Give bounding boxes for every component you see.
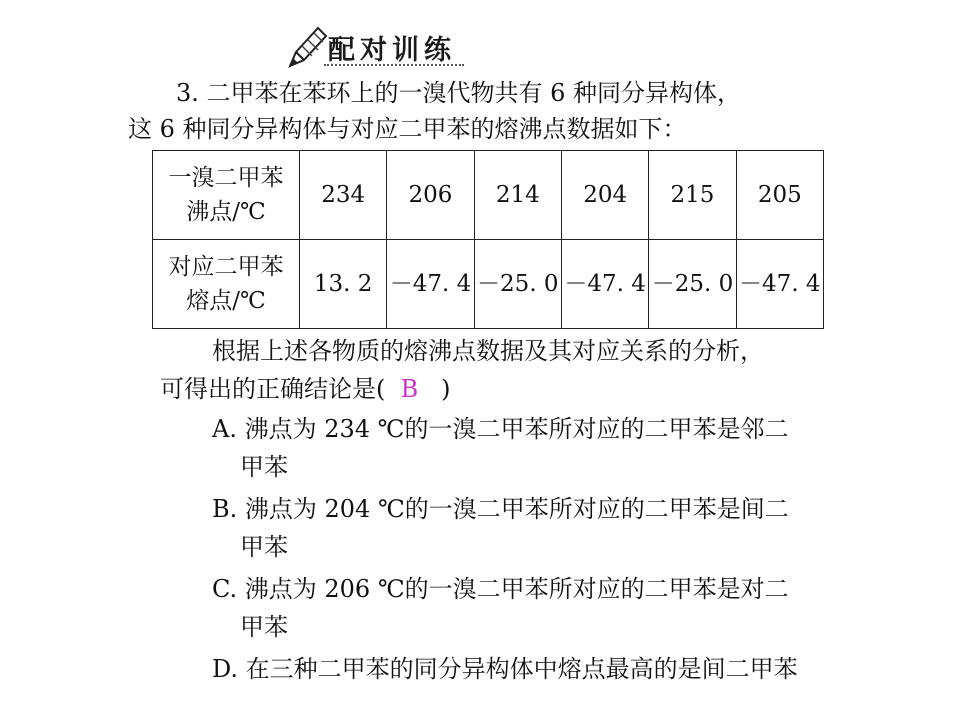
prompt-line-1: 根据上述各物质的熔沸点数据及其对应关系的分析， xyxy=(212,337,764,365)
option-a-line-2: 甲苯 xyxy=(240,453,288,481)
table-cell: －25. 0 xyxy=(474,240,561,329)
option-c-line-1: C. 沸点为 206 ℃的一溴二甲苯所对应的二甲苯是对二 xyxy=(212,575,789,603)
table-cell: 234 xyxy=(300,151,387,240)
row-label-line: 沸点/℃ xyxy=(186,199,266,225)
section-header xyxy=(282,22,472,72)
table-cell: －47. 4 xyxy=(736,240,823,329)
table-cell: 204 xyxy=(561,151,648,240)
table-cell: 13. 2 xyxy=(300,240,387,329)
prompt-line-2 xyxy=(160,374,451,404)
question-line-1: 3. 二甲苯在苯环上的一溴代物共有 6 种同分异构体， xyxy=(176,79,742,107)
option-b-line-1: B. 沸点为 204 ℃的一溴二甲苯所对应的二甲苯是间二 xyxy=(212,495,789,523)
row-label-boiling xyxy=(153,151,300,240)
answer-letter: B xyxy=(400,375,419,403)
option-d-line-1: D. 在三种二甲苯的同分异构体中熔点最高的是间二甲苯 xyxy=(212,655,798,683)
prompt-text: 可得出的正确结论是( xyxy=(160,375,386,403)
title-underline xyxy=(324,64,464,66)
table-row-melting xyxy=(153,240,824,329)
data-table xyxy=(152,150,824,329)
table-cell: 215 xyxy=(649,151,736,240)
row-label-line: 一溴二甲苯 xyxy=(168,165,284,191)
section-title: 配对训练 xyxy=(328,35,456,66)
row-label-line: 对应二甲苯 xyxy=(168,254,284,280)
prompt-close-paren: ) xyxy=(441,375,451,403)
option-b-line-2: 甲苯 xyxy=(240,533,288,561)
table-cell: －47. 4 xyxy=(561,240,648,329)
row-label-line: 熔点/℃ xyxy=(186,288,266,314)
row-label-melting xyxy=(153,240,300,329)
table-cell: 214 xyxy=(474,151,561,240)
table-cell: －47. 4 xyxy=(387,240,474,329)
option-a-line-1: A. 沸点为 234 ℃的一溴二甲苯所对应的二甲苯是邻二 xyxy=(212,415,789,443)
question-line-2: 这 6 种同分异构体与对应二甲苯的熔沸点数据如下： xyxy=(128,115,687,143)
table-cell: 206 xyxy=(387,151,474,240)
table-row-boiling xyxy=(153,151,824,240)
option-c-line-2: 甲苯 xyxy=(240,613,288,641)
table-cell: －25. 0 xyxy=(649,240,736,329)
table-cell: 205 xyxy=(736,151,823,240)
